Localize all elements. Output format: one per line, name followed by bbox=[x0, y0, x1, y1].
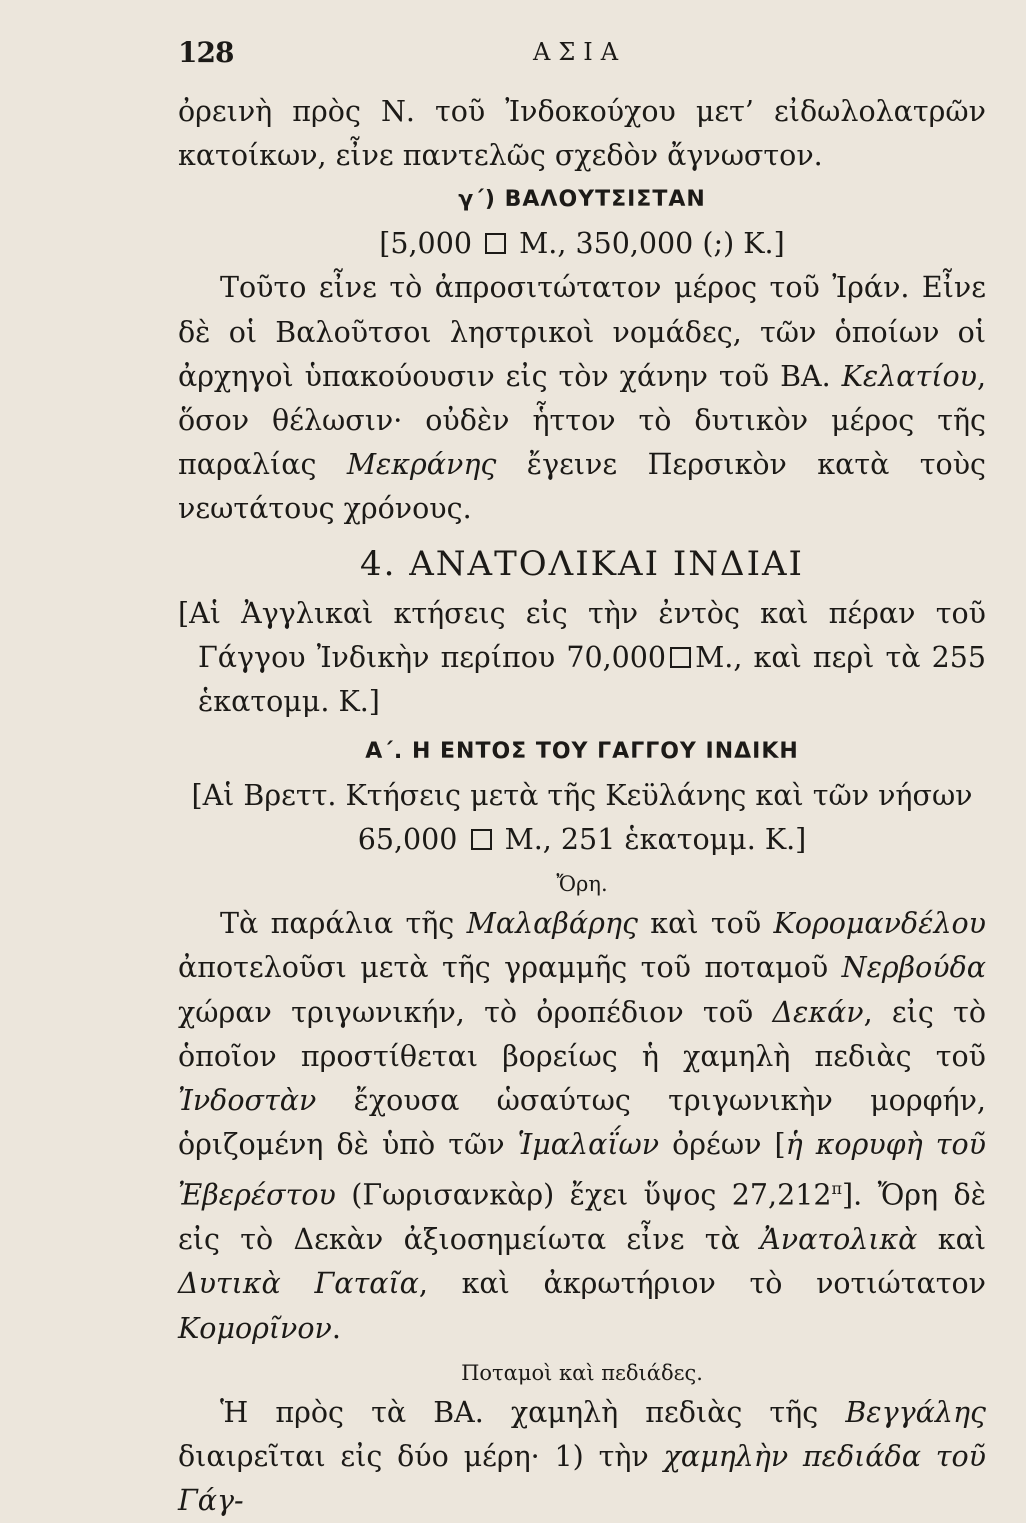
stats-area: [5,000 bbox=[379, 227, 472, 261]
text-run: , καὶ ἀκρωτήριον τὸ νοτιώτατον bbox=[418, 1267, 986, 1301]
superscript: π bbox=[831, 1179, 843, 1199]
mountains-paragraph bbox=[178, 902, 986, 1351]
text-run: χώραν τριγωνικήν, τὸ ὀροπέδιον τοῦ bbox=[178, 995, 773, 1029]
baloutsistan-paragraph bbox=[178, 266, 986, 531]
inner-india-stats-line2 bbox=[178, 818, 986, 862]
stats-population: Μ., 251 ἑκατομμ. Κ.] bbox=[504, 823, 807, 857]
stats-population: Μ., 350,000 (;) Κ.] bbox=[519, 227, 785, 261]
page-header bbox=[178, 36, 808, 76]
text-run: ]. Ὄρη δὲ εἰς τὸ Δεκὰν ἀξιοσημείωτα εἶνε τὰ bbox=[178, 1178, 986, 1257]
text-run: ὀρέων [ bbox=[659, 1128, 786, 1162]
place-name: Δεκάν bbox=[772, 995, 864, 1029]
text-run: [Αἱ Ἀγγλικαὶ κτήσεις εἰς τὴν ἐντὸς καὶ πέραν τοῦ Γάγγου Ἰνδικὴν περίπου 70,000 bbox=[178, 596, 986, 674]
text-run: ἔγεινε Περσικὸν κατὰ τοὺς νεωτάτους χρόνους. bbox=[178, 448, 986, 526]
running-head: ΑΣΙΑ bbox=[533, 38, 627, 66]
place-name: Μαλαβάρης bbox=[466, 907, 638, 941]
place-name: Κορομανδέλου bbox=[773, 907, 986, 941]
page-number: 128 bbox=[178, 36, 234, 69]
place-name: ἡ κορυφὴ τοῦ Ἐβερέστου bbox=[178, 1128, 986, 1212]
text-run: Τοῦτο εἶνε τὸ ἀπροσιτώτατον μέρος τοῦ Ἰράν. Εἶνε δὲ οἱ Βαλοῦτσοι ληστρικοὶ νομάδες, τῶν ὁποίων οἱ ἀρχηγοὶ ὑπακούουσιν εἰς τὸν χάνην τοῦ ΒΑ. bbox=[178, 271, 986, 393]
text-run: ἀποτελοῦσι μετὰ τῆς γραμμῆς τοῦ ποταμοῦ bbox=[178, 951, 842, 985]
place-name: Κελατίου bbox=[841, 359, 977, 393]
place-name: Μεκράνης bbox=[346, 448, 497, 482]
opening-paragraph: ὀρεινὴ πρὸς Ν. τοῦ Ἰνδοκούχου μετ’ εἰδωλολατρῶν κατοίκων, εἶνε παντελῶς σχεδὸν ἄγνωστον. bbox=[178, 95, 986, 173]
place-name: Ἱμαλαΐων bbox=[517, 1128, 660, 1162]
place-name: Ἰνδοστὰν bbox=[178, 1084, 317, 1118]
section-title-east-indies: 4. ΑΝΑΤΟΛΙΚΑΙ ΙΝΔΙΑΙ bbox=[360, 543, 804, 584]
stats-area: 65,000 bbox=[357, 823, 458, 857]
text-run: (Γωρισανκὰρ) ἔχει ὕψος 27,212 bbox=[335, 1178, 832, 1212]
text-run: . bbox=[331, 1311, 341, 1345]
text-run: , εἰς τὸ ὁποῖον προστίθεται βορείως ἡ χαμηλὴ πεδιὰς τοῦ bbox=[178, 995, 986, 1073]
section-heading-baloutsistan: γ΄) ΒΑΛΟΥΤΣΙΣΤΑΝ bbox=[458, 187, 706, 213]
place-name: χαμηλὴν πεδιάδα τοῦ Γάγ- bbox=[178, 1439, 986, 1518]
place-name: Δυτικὰ Γαταῖα bbox=[178, 1267, 419, 1301]
baloutsistan-stats bbox=[178, 222, 986, 266]
text-run: ἔχουσα ὡσαύτως τριγωνικὴν μορφήν, ὁριζομένη δὲ ὑπὸ τῶν bbox=[178, 1084, 986, 1162]
text-run: Ἡ πρὸς τὰ ΒΑ. χαμηλὴ πεδιὰς τῆς bbox=[220, 1395, 846, 1429]
text-run: καὶ bbox=[917, 1223, 986, 1257]
east-indies-stats bbox=[178, 592, 986, 725]
place-name: Κομορῖνον bbox=[178, 1311, 332, 1345]
mountains-heading: Ὄρη. bbox=[556, 872, 608, 897]
square-icon bbox=[670, 647, 691, 668]
place-name: Ἀνατολικὰ bbox=[760, 1223, 918, 1257]
text-run: Μ., καὶ περὶ τὰ 255 ἑκατομμ. Κ.] bbox=[198, 640, 986, 719]
rivers-paragraph bbox=[178, 1391, 986, 1523]
inner-india-stats-line1: [Αἱ Βρεττ. Κτήσεις μετὰ τῆς Κεϋλάνης καὶ τῶν νήσων bbox=[191, 779, 973, 813]
subsection-heading-inner-india: Α΄. Η ΕΝΤΟΣ ΤΟΥ ΓΑΓΓΟΥ ΙΝΔΙΚΗ bbox=[365, 739, 799, 765]
square-icon bbox=[471, 829, 492, 850]
text-run: καὶ τοῦ bbox=[637, 907, 774, 941]
place-name: Βεγγάλης bbox=[845, 1395, 986, 1429]
square-icon bbox=[485, 233, 506, 254]
rivers-heading: Ποταμοὶ καὶ πεδιάδες. bbox=[461, 1360, 703, 1385]
place-name: Νερβούδα bbox=[841, 951, 986, 985]
text-run: , ὅσον θέλωσιν· οὐδὲν ἧττον τὸ δυτικὸν μέρος τῆς παραλίας bbox=[178, 359, 986, 482]
page-body bbox=[178, 90, 986, 1523]
text-run: Τὰ παράλια τῆς bbox=[220, 907, 467, 941]
text-run: διαιρεῖται εἰς δύο μέρη· 1) τὴν bbox=[178, 1439, 664, 1473]
